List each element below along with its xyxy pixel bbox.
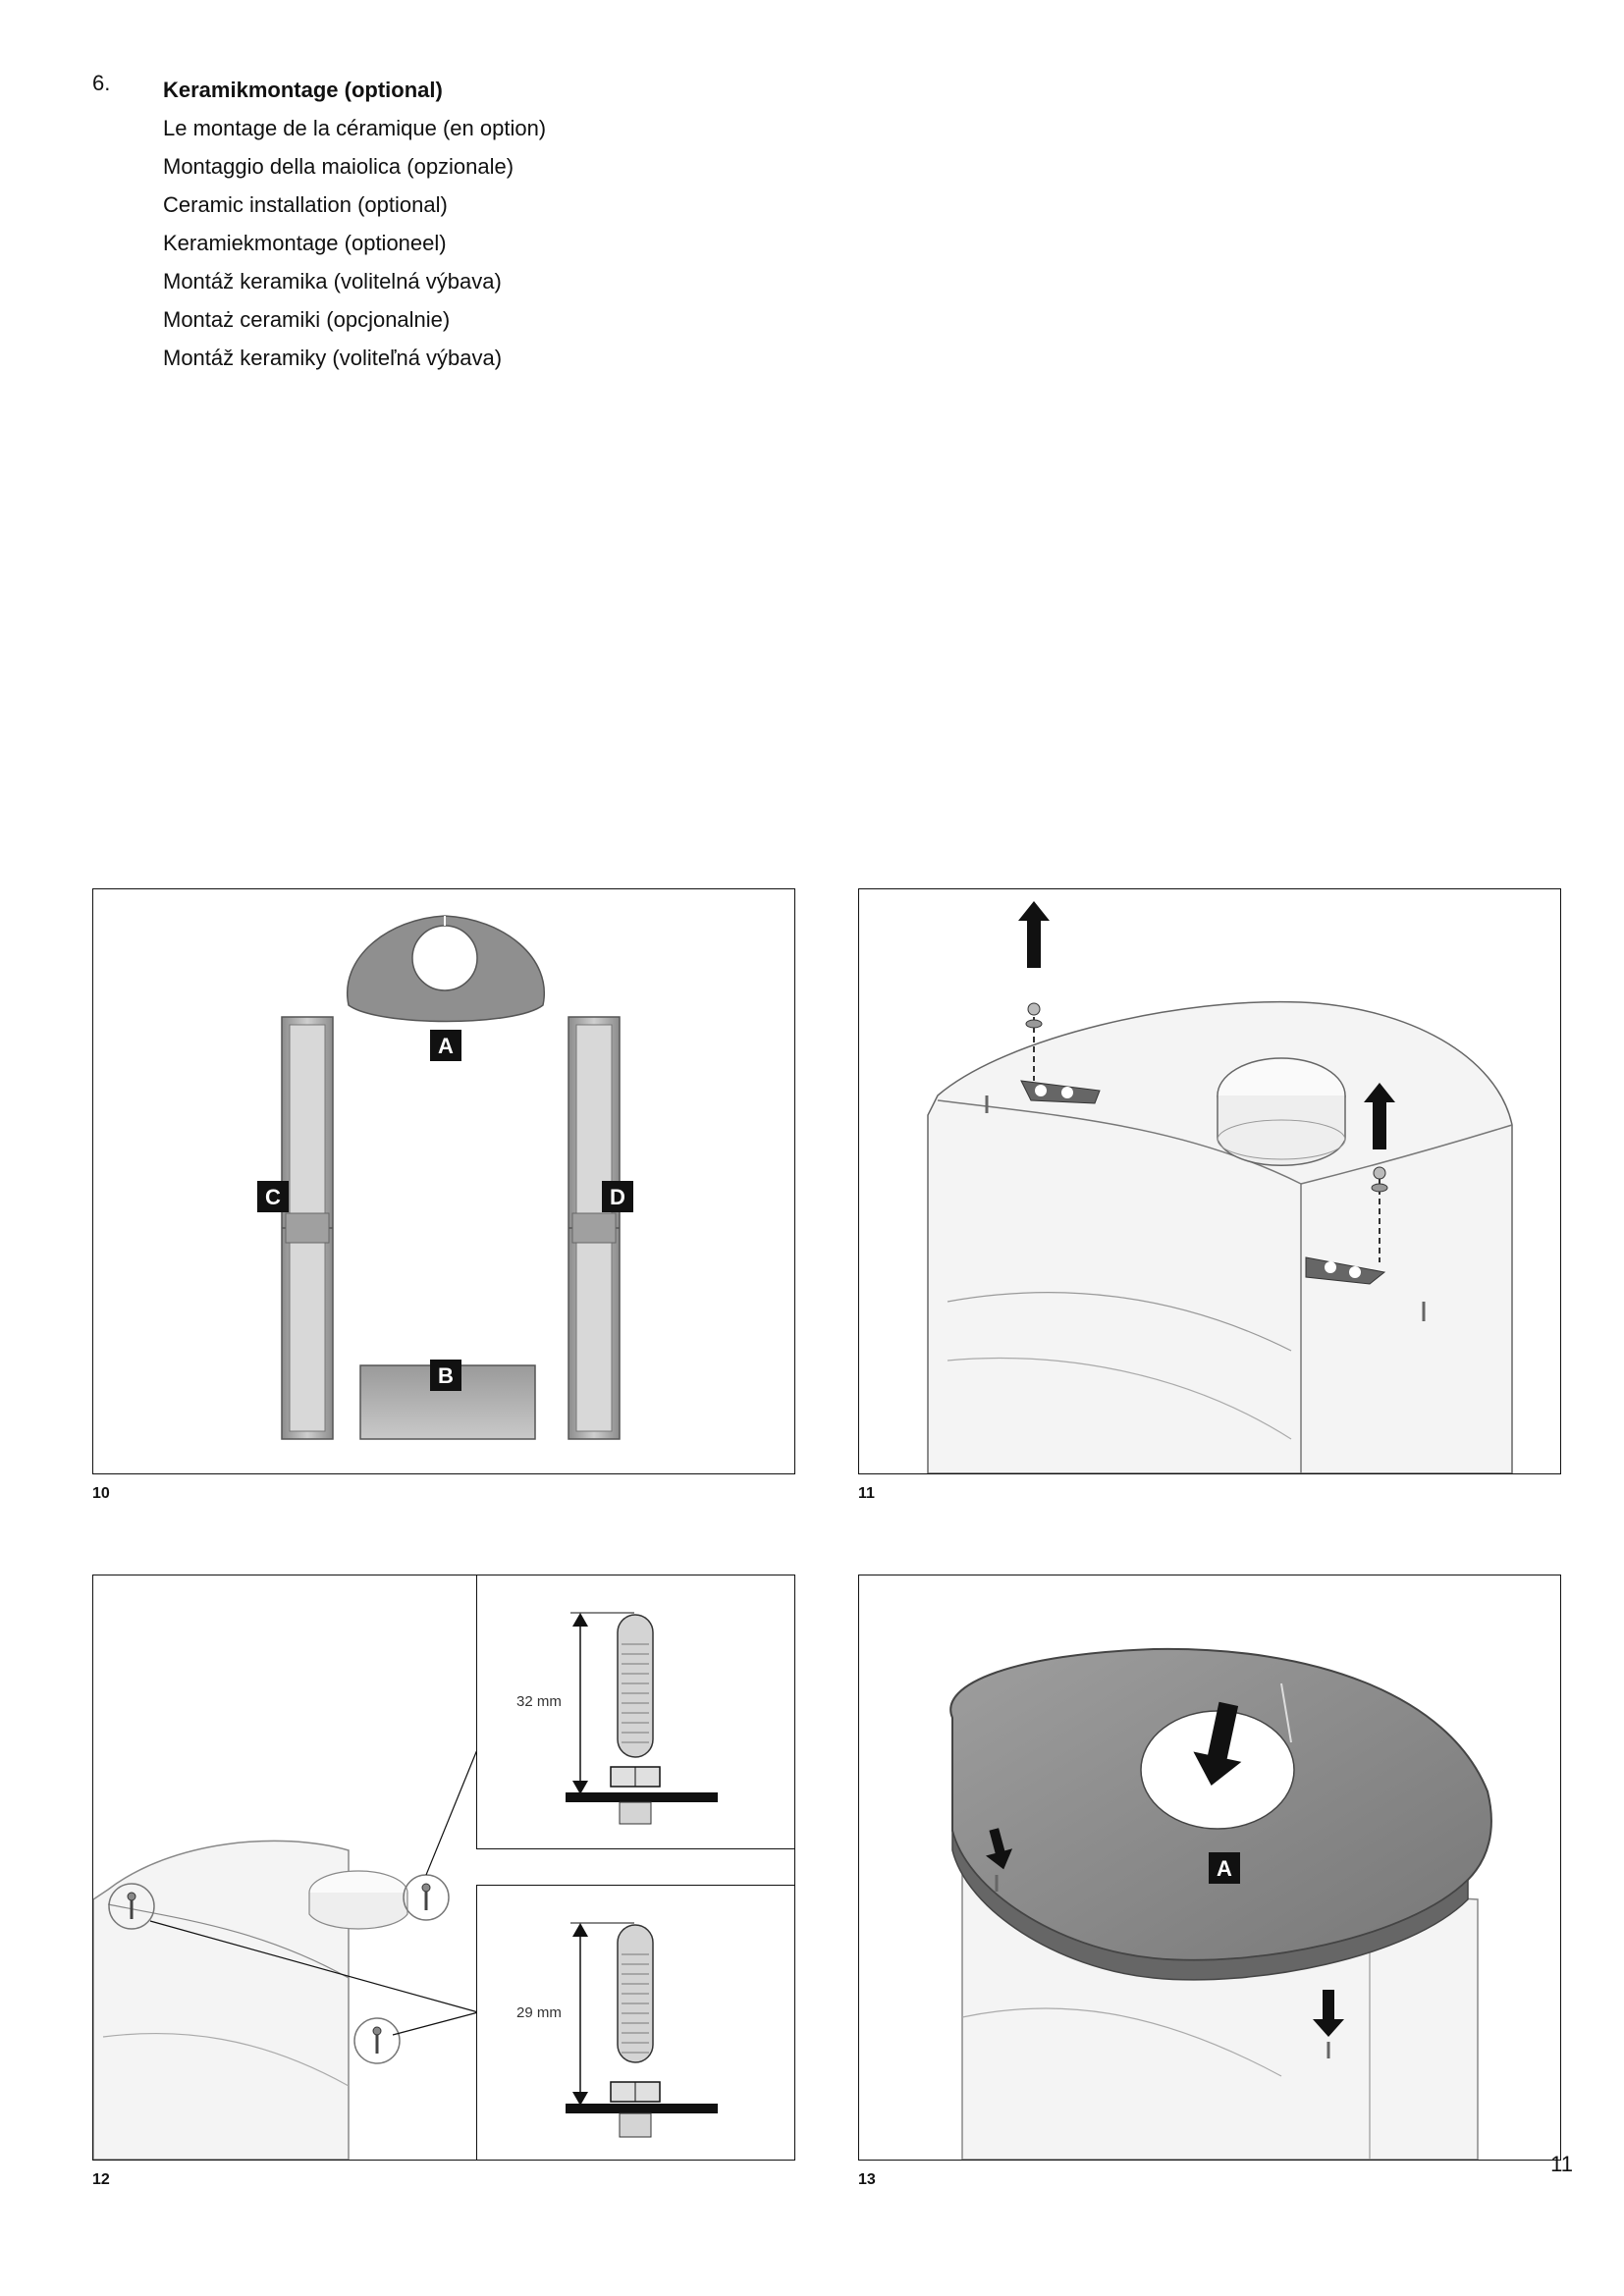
section-title-it: Montaggio della maiolica (opzionale) [163, 154, 514, 179]
figure-10 [92, 888, 795, 1474]
figure-11-number: 11 [858, 1485, 875, 1502]
inset-29mm [476, 1885, 795, 2161]
part-label-c: C [265, 1185, 281, 1209]
part-d-shape [568, 1017, 620, 1439]
part-label-a: A [438, 1034, 454, 1058]
figure-11-illustration [859, 889, 1560, 1473]
section-title-pl: Montaż ceramiki (opcjonalnie) [163, 307, 451, 332]
figure-11 [858, 888, 1561, 1474]
section-title-list [163, 71, 752, 377]
page-number: 11 [1550, 2152, 1573, 2176]
figure-13-number: 13 [858, 2171, 876, 2188]
section-title-cs: Montáž keramika (volitelná výbava) [163, 269, 502, 294]
figure-10-number: 10 [92, 1485, 110, 1502]
dimension-32mm: 32 mm [516, 1693, 562, 1710]
figure-10-illustration [93, 889, 794, 1473]
part-c-shape [282, 1017, 333, 1439]
figure-12-number: 12 [92, 2171, 110, 2188]
section-title-en: Ceramic installation (optional) [163, 192, 448, 217]
section-number: 6. [92, 71, 111, 95]
section-title-nl: Keramiekmontage (optioneel) [163, 231, 447, 255]
section-title-de: Keramikmontage (optional) [163, 78, 443, 102]
bolt-detail-29mm [477, 1886, 795, 2161]
figure-13-illustration [859, 1575, 1560, 2160]
section-title-sk: Montáž keramiky (voliteľná výbava) [163, 346, 503, 370]
figure-13 [858, 1575, 1561, 2161]
figure-12 [92, 1575, 795, 2161]
part-label-d: D [610, 1185, 625, 1209]
section-title-fr: Le montage de la céramique (en option) [163, 116, 547, 140]
part-label-b: B [438, 1363, 454, 1388]
inset-32mm [476, 1575, 795, 1849]
bolt-detail-32mm [477, 1575, 795, 1848]
part-label-a-fig13: A [1217, 1856, 1232, 1881]
dimension-29mm: 29 mm [516, 2004, 562, 2021]
